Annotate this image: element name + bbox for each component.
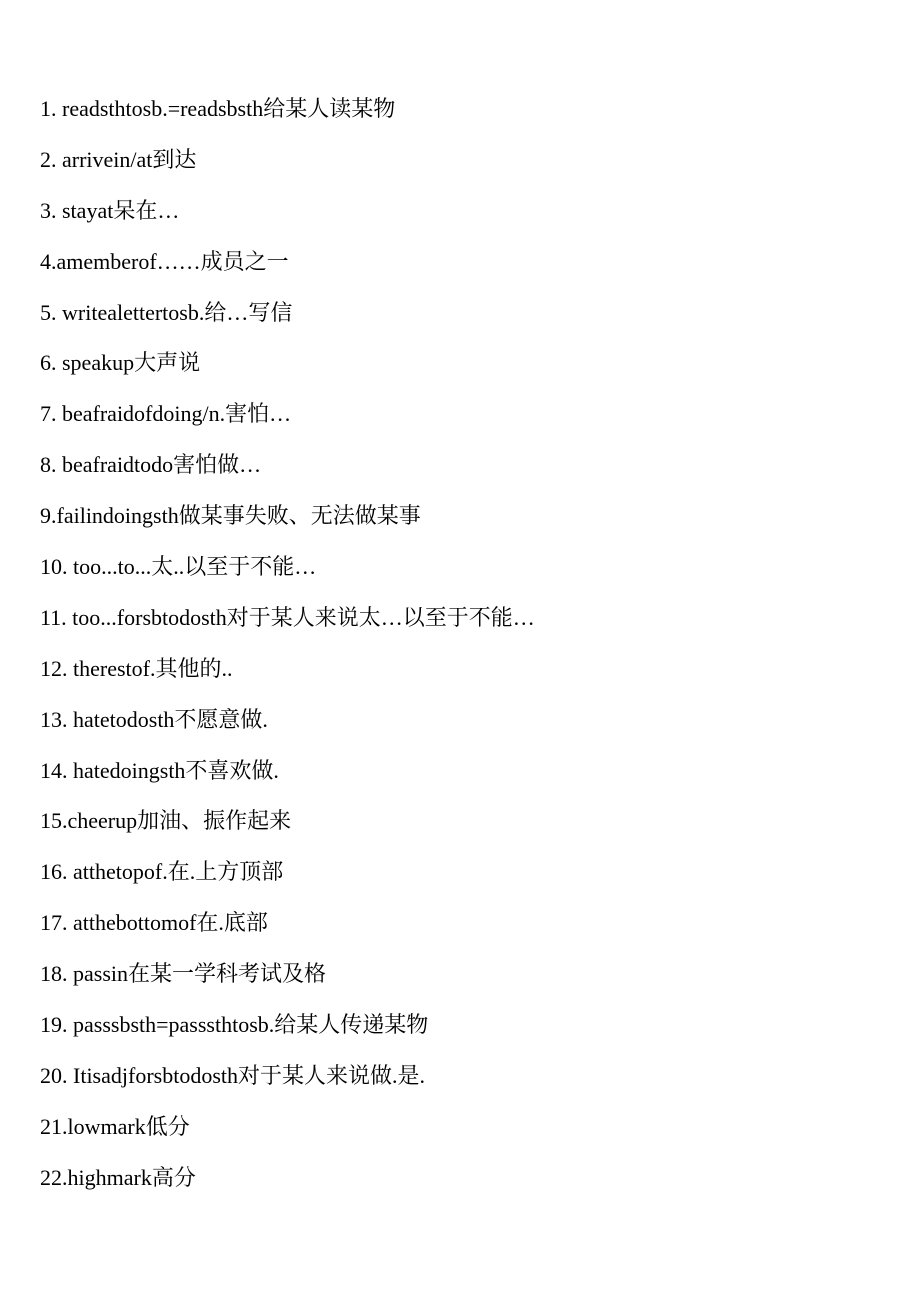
- phrase-item: 8. beafraidtodo害怕做…: [40, 452, 262, 478]
- phrase-item: 5. writealettertosb.给…写信: [40, 299, 293, 325]
- phrase-item: 18. passin在某一学科考试及格: [40, 961, 327, 987]
- phrase-item: 22.highmark高分: [40, 1164, 196, 1190]
- phrase-item: 1. readsthtosb.=readsbsth给某人读某物: [40, 96, 396, 121]
- phrase-item: 2. arrivein/at到达: [40, 146, 197, 172]
- phrase-item: 15.cheerup加油、振作起来: [40, 808, 292, 834]
- phrase-item: 19. passsbsth=passsthtosb.给某人传递某物: [40, 1012, 429, 1038]
- phrase-item: 21.lowmark低分: [40, 1113, 190, 1139]
- phrase-item: 17. atthebottomof在.底部: [40, 910, 268, 936]
- phrase-item: 14. hatedoingsth不喜欢做.: [40, 757, 279, 783]
- phrase-item: 7. beafraidofdoing/n.害怕…: [40, 401, 292, 427]
- phrase-item: 3. stayat呆在…: [40, 197, 180, 223]
- phrase-item: 4.amemberof……成员之一: [40, 248, 289, 274]
- phrase-item: 16. atthetopof.在.上方顶部: [40, 859, 284, 885]
- phrase-item: 20. Itisadjforsbtodosth对于某人来说做.是.: [40, 1062, 425, 1088]
- phrase-item: 12. therestof.其他的..: [40, 655, 233, 681]
- phrase-item: 6. speakup大声说: [40, 350, 201, 376]
- phrase-item: 10. too...to...太..以至于不能…: [40, 554, 317, 580]
- phrase-list: [40, 91, 880, 1211]
- phrase-item: 13. hatetodosth不愿意做.: [40, 706, 268, 732]
- phrase-item: 11. too...forsbtodosth对于某人来说太…以至于不能…: [40, 604, 535, 630]
- phrase-item: 9.failindoingsth做某事失败、无法做某事: [40, 503, 421, 529]
